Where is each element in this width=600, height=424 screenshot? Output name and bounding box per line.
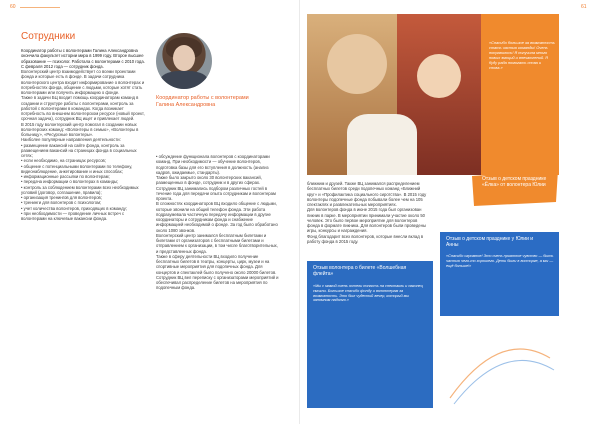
- paragraph: Наиболее популярные направления деятельности:: [21, 137, 121, 143]
- caption-line: Галина Александровна: [156, 102, 216, 108]
- list-item: • при необходимости — проведение личных встреч с волонтерами на ключевые вакансии фонда.: [21, 210, 125, 221]
- paragraph: ближним и друзей. Также ВЦ занимался распределением бесплатных билетов среди подопечных команд «Ближний круг» и «Профилактика социального сиротства». В 2015 году волонтеры подопечные фонда побывали более чем на 105 спектаклях и развлекательных мероприятиях.: [307, 181, 427, 207]
- paragraph: Также в задачи БЦ входит помощь координаторам команд в создании и структуре работы с волонтерами, контроль за работой с волонтерами в командах. Когда возникает потребность во внешнем волонтерском ресурсе (новый проект, срочная задача), сотрудник ВЦ ищет и привлекает людей.: [21, 95, 145, 122]
- list-item: • обсуждение функционала волонтеров с координаторами команд. При необходимости — обучение волонтеров, подготовка базы для его вступления в должность (анализ кадров, ожидаемые, стандарты).: [156, 154, 270, 175]
- page-number-left: 60: [10, 4, 16, 10]
- paragraph: Фонд благодарит всех волонтеров, которые внесли вклад в работу фонда в 2015 году.: [307, 233, 424, 244]
- text-column-2: [156, 154, 280, 291]
- blue-review-quote: «Спасибо огромное! Это очень приятное чувство — быть частью чего-то хорошего. Дети были в восторге, а мы — ещё больше!»: [446, 254, 554, 268]
- lead-paragraph: Координатор работы с волонтерами Галина Александровна окончила факультет истории мира в 1999 году. Второе высшее образование — психолог. Работала с волонтерами с 2010 года. С февраля 2012 года — сотрудник фонда.: [21, 48, 145, 69]
- list-item: • учет количества волонтеров, приходящих в команду;: [21, 205, 128, 211]
- text-column-3: [307, 181, 431, 244]
- decorative-curve-graphic: [440, 318, 560, 408]
- blue-bottom-quote: «Мы с мамой очень хотели попасть на спектакль и наконец смогли. Большое спасибо фонду и волонтерам за возможность. Это был чудесный вечер, который мы запомним надолго.»: [313, 284, 423, 303]
- list-item: • тренинги для волонтеров с психологом;: [21, 200, 102, 206]
- list-item: • размещение вакансий на сайте фонда, контроль за размещением вакансий на страницах фонда в социальных сетях;: [21, 142, 137, 158]
- photo-shape: [417, 54, 461, 98]
- blue-review-title: Отзыв о детском празднике у Юлии и Анны: [446, 236, 534, 249]
- paragraph: Для волонтеров фонда в июне 2015 года был организован пикник в парке. В мероприятии принимали участие около 50 человек. Это было первое мероприятие для волонтеров фонда в формате пикника. Для волонтеров были проведены игры, конкурсы и награждения.: [307, 207, 426, 234]
- paragraph: Также было закрыто около 30 волонтерских вакансий, размещенных в фонде, сотрудник и в других сферах.: [156, 175, 262, 186]
- portrait-caption: [156, 95, 249, 109]
- orange-quote-panel: [481, 14, 559, 175]
- page-number-right: 61: [581, 4, 587, 10]
- portrait-face-shape: [173, 45, 195, 71]
- list-item: • если необходимо, на страницах ресурсов;: [21, 158, 106, 164]
- caption-line: Координатор работы с волонтерами: [156, 95, 249, 101]
- paragraph: Волонтерский центр занимался бесплатным билетами и билетами от организаторов с бесплатными билетами и отправлением к организации, в том числе благотворительных, и представленных фонда.: [156, 232, 278, 254]
- portrait-body-shape: [160, 71, 208, 89]
- orange-ribbon-title: Отзыв о детском празднике «Ёлка» от волонтера Юлии: [482, 176, 547, 189]
- text-column-1: [21, 48, 147, 221]
- paragraph: Также в сферу деятельности ВЦ входило получение бесплатных билетов в театры, концерты, цирк, музеи и на спортивные мероприятия для подопечных фонда. Для концертов и спектаклей было получено около 20000 билетов. Сотрудник ВЦ вел переписку с организаторами мероприятий и обеспечивал распределение билетов на мероприятия по подопечным фонда.: [156, 253, 279, 291]
- page-title: Сотрудники: [21, 31, 76, 42]
- blue-bottom-title: Отзыв волонтера о билете «Волшебная флейта»: [313, 265, 407, 278]
- list-item: • передача информации о волонтерах в команды;: [21, 179, 119, 185]
- paragraph: В сложностях координаторов ВЦ входило общение с людьми, которые звонили на общий телефон фонда. Эти работа подразумевала частичную передачу информации в другие координаторы и сотрудникам фонда и снабжение информацией необходимой о фонде. За год было обработано около 1080 звонков.: [156, 201, 278, 233]
- paragraph: Волонтерский центр взаимодействует со всеми проектами фонда и которые есть в фонде. В задачи сотрудника волонтерского центра входит информирование о волонтерах и потребностях фонда, общение с людьми, которые хотят стать волонтерами или получить информацию о фонде.: [21, 69, 145, 95]
- list-item: • информационные рассылки по волонтерам;: [21, 174, 110, 179]
- list-item: • контроль за соблюдением волонтерами всех необходимых условий (договор, соглашение, правила);: [21, 184, 139, 195]
- coordinator-portrait: [156, 33, 212, 89]
- photo-shape: [347, 114, 417, 175]
- paragraph: В 2015 году волонтерский центр помогал в создании новых волонтерских команд: «Волонтеры в семью», «Волонтеры в больницу», «Ресурсные волонтеры».: [21, 121, 139, 137]
- list-item: • общение с потенциальными волонтерами по телефону, видеонаблюдение, анкетирование и иных способах;: [21, 163, 133, 174]
- orange-quote-text: «Спасибо большое за возможность стать частью команды! Очень понравилось! Я получила много новых эмоций и впечатлений. Я буду рада помогать снова и снова.»: [489, 40, 555, 70]
- paragraph: Сотрудник ВЦ занимались подбором различных гостей в течение года для передачи опыта сотрудникам и волонтерам проекта.: [156, 185, 276, 201]
- header-rule: [20, 7, 60, 8]
- photo-shape: [327, 34, 387, 94]
- list-item: • организация тренингов для волонтеров;: [21, 195, 102, 200]
